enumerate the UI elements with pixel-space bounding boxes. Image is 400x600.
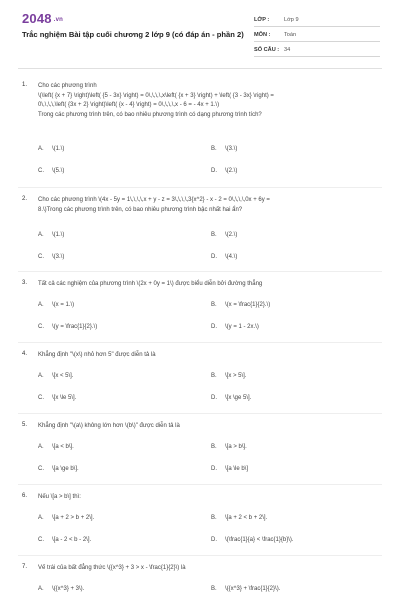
option-label: A.: [38, 586, 44, 592]
meta-row-subject: [254, 29, 380, 42]
option-label: A.: [38, 146, 44, 152]
option-label: B.: [211, 232, 217, 238]
option-b[interactable]: [211, 373, 247, 379]
question-divider: [18, 413, 382, 414]
meta-key: SỐ CÂU :: [254, 47, 280, 53]
meta-value: 34: [284, 47, 291, 53]
option-label: B.: [211, 444, 217, 450]
option-label: A.: [38, 373, 44, 379]
meta-info: [254, 14, 380, 59]
question-divider: [18, 187, 382, 188]
question-text: Cho các phương trình \(4x - 5y = 1\,\,\,\,x + y - z = 3\,\,\,\,3{x^2} - x - 2 = 0\,\,\,\,0x + 6y = 8.\)Trong các phương trình trên, có bao nhiêu phương trình bậc nhất hai ẩn?: [38, 197, 270, 213]
option-a[interactable]: [38, 444, 74, 450]
logo-text: 2048: [22, 11, 52, 26]
option-a[interactable]: [38, 302, 74, 308]
page-header: [0, 0, 400, 62]
question-divider: [18, 342, 382, 343]
option-a[interactable]: [38, 373, 74, 379]
option-c[interactable]: [38, 537, 91, 543]
meta-key: LỚP :: [254, 17, 270, 23]
question-number: 3.: [22, 280, 28, 286]
option-c[interactable]: [38, 324, 97, 330]
option-text: \[x \le 5\].: [52, 395, 77, 401]
question-number: 6.: [22, 493, 28, 499]
option-a[interactable]: [38, 586, 84, 592]
option-text: \(1.\): [52, 146, 65, 152]
option-c[interactable]: [38, 395, 76, 401]
option-text: \[a + 2 < b + 2\].: [225, 515, 268, 521]
option-b[interactable]: [211, 146, 237, 152]
question-text: Khẳng định "\(a\) không lớn hơn \(b\)" được diễn tả là: [38, 423, 180, 429]
option-text: \[x < 5\].: [52, 373, 74, 379]
option-b[interactable]: [211, 302, 270, 308]
question-number: 2.: [22, 196, 28, 202]
option-label: C.: [38, 168, 44, 174]
site-logo[interactable]: [22, 11, 63, 26]
option-text: \({x^3} + \frac{1}{2}\).: [225, 586, 281, 592]
question-number: 7.: [22, 564, 28, 570]
option-text: \({x^3} + 3\).: [52, 586, 85, 592]
option-text: \[a < b\].: [52, 444, 74, 450]
logo-suffix: .vn: [53, 16, 64, 23]
option-text: \[a \ge b\].: [52, 466, 79, 472]
header-divider: [18, 68, 382, 69]
document-title: Trắc nghiệm Bài tập cuối chương 2 lớp 9 (có đáp án - phần 2): [22, 30, 244, 39]
option-text: \[a + 2 > b + 2\].: [52, 515, 95, 521]
option-text: \[x > 5\].: [225, 373, 247, 379]
question-text: Nếu \[a > b\] thì:: [38, 494, 81, 500]
option-label: D.: [211, 466, 217, 472]
option-a[interactable]: [38, 515, 94, 521]
meta-row-count: [254, 44, 380, 57]
option-label: C.: [38, 537, 44, 543]
option-label: D.: [211, 537, 217, 543]
option-text: \(1.\): [52, 232, 65, 238]
option-text: \(3.\): [52, 254, 65, 260]
meta-key: MÔN :: [254, 32, 271, 38]
option-label: A.: [38, 515, 44, 521]
option-label: C.: [38, 466, 44, 472]
option-label: C.: [38, 395, 44, 401]
option-c[interactable]: [38, 466, 79, 472]
option-b[interactable]: [211, 232, 237, 238]
option-text: \[a \le b\]: [225, 466, 249, 472]
option-text: \(\frac{1}{a} < \frac{1}{b}\).: [225, 537, 294, 543]
option-b[interactable]: [211, 586, 280, 592]
option-d[interactable]: [211, 254, 237, 260]
option-label: B.: [211, 373, 217, 379]
question-text: Khẳng định "\(x\) nhỏ hơn 5" được diễn tả là: [38, 352, 156, 358]
option-label: D.: [211, 395, 217, 401]
question-text: Cho các phương trình \(\left( {x + 7} \right)\left( {5 - 3x} \right) = 0\,\,\,\,x\left( {x + 3} \right) + \left( {3 - 3x} \right) = 0\,\,\,\,\left( {3x + 2} \right)\left( {x - 4} \right) = 0\,\,\,\,x - 6 = - 4x + 1.\) Trong các phương trình trên, có bao nhiêu phương trình có dạng phương trình tích?: [38, 83, 274, 118]
option-label: C.: [38, 254, 44, 260]
option-text: \(x = 1.\): [52, 302, 75, 308]
option-label: B.: [211, 515, 217, 521]
option-d[interactable]: [211, 324, 259, 330]
meta-row-class: [254, 14, 380, 27]
option-text: \(x = \frac{1}{2}.\): [225, 302, 271, 308]
question-text: Tất cả các nghiệm của phương trình \(2x + 0y = 1\) được biểu diễn bởi đường thẳng: [38, 281, 263, 287]
option-label: A.: [38, 444, 44, 450]
option-a[interactable]: [38, 232, 64, 238]
option-label: A.: [38, 232, 44, 238]
option-text: \[a - 2 < b - 2\].: [52, 537, 92, 543]
option-c[interactable]: [38, 168, 64, 174]
option-text: \(2.\): [225, 168, 238, 174]
option-d[interactable]: [211, 537, 294, 543]
option-label: B.: [211, 302, 217, 308]
option-d[interactable]: [211, 395, 251, 401]
option-text: \(2.\): [225, 232, 238, 238]
option-label: D.: [211, 324, 217, 330]
option-text: \[x \ge 5\].: [225, 395, 252, 401]
option-text: \[a > b\].: [225, 444, 247, 450]
option-text: \(y = 1 - 2x.\): [225, 324, 259, 330]
option-c[interactable]: [38, 254, 64, 260]
option-b[interactable]: [211, 515, 267, 521]
question-number: 1.: [22, 82, 28, 88]
option-d[interactable]: [211, 466, 248, 472]
question-number: 5.: [22, 422, 28, 428]
question-text: Vế trái của bất đẳng thức \({x^3} + 3 > x - \frac{1}{2}\) là: [38, 565, 186, 571]
option-text: \(5.\): [52, 168, 65, 174]
option-d[interactable]: [211, 168, 237, 174]
question-number: 4.: [22, 351, 28, 357]
option-b[interactable]: [211, 444, 247, 450]
question-divider: [18, 555, 382, 556]
question-divider: [18, 271, 382, 272]
meta-value: Toán: [284, 32, 297, 38]
option-text: \(3.\): [225, 146, 238, 152]
meta-value: Lớp 9: [284, 17, 299, 23]
option-label: D.: [211, 168, 217, 174]
option-label: A.: [38, 302, 44, 308]
option-label: D.: [211, 254, 217, 260]
option-label: C.: [38, 324, 44, 330]
option-label: B.: [211, 586, 217, 592]
option-label: B.: [211, 146, 217, 152]
question-divider: [18, 484, 382, 485]
option-text: \(4.\): [225, 254, 238, 260]
option-a[interactable]: [38, 146, 64, 152]
option-text: \(y = \frac{1}{2}.\): [52, 324, 98, 330]
